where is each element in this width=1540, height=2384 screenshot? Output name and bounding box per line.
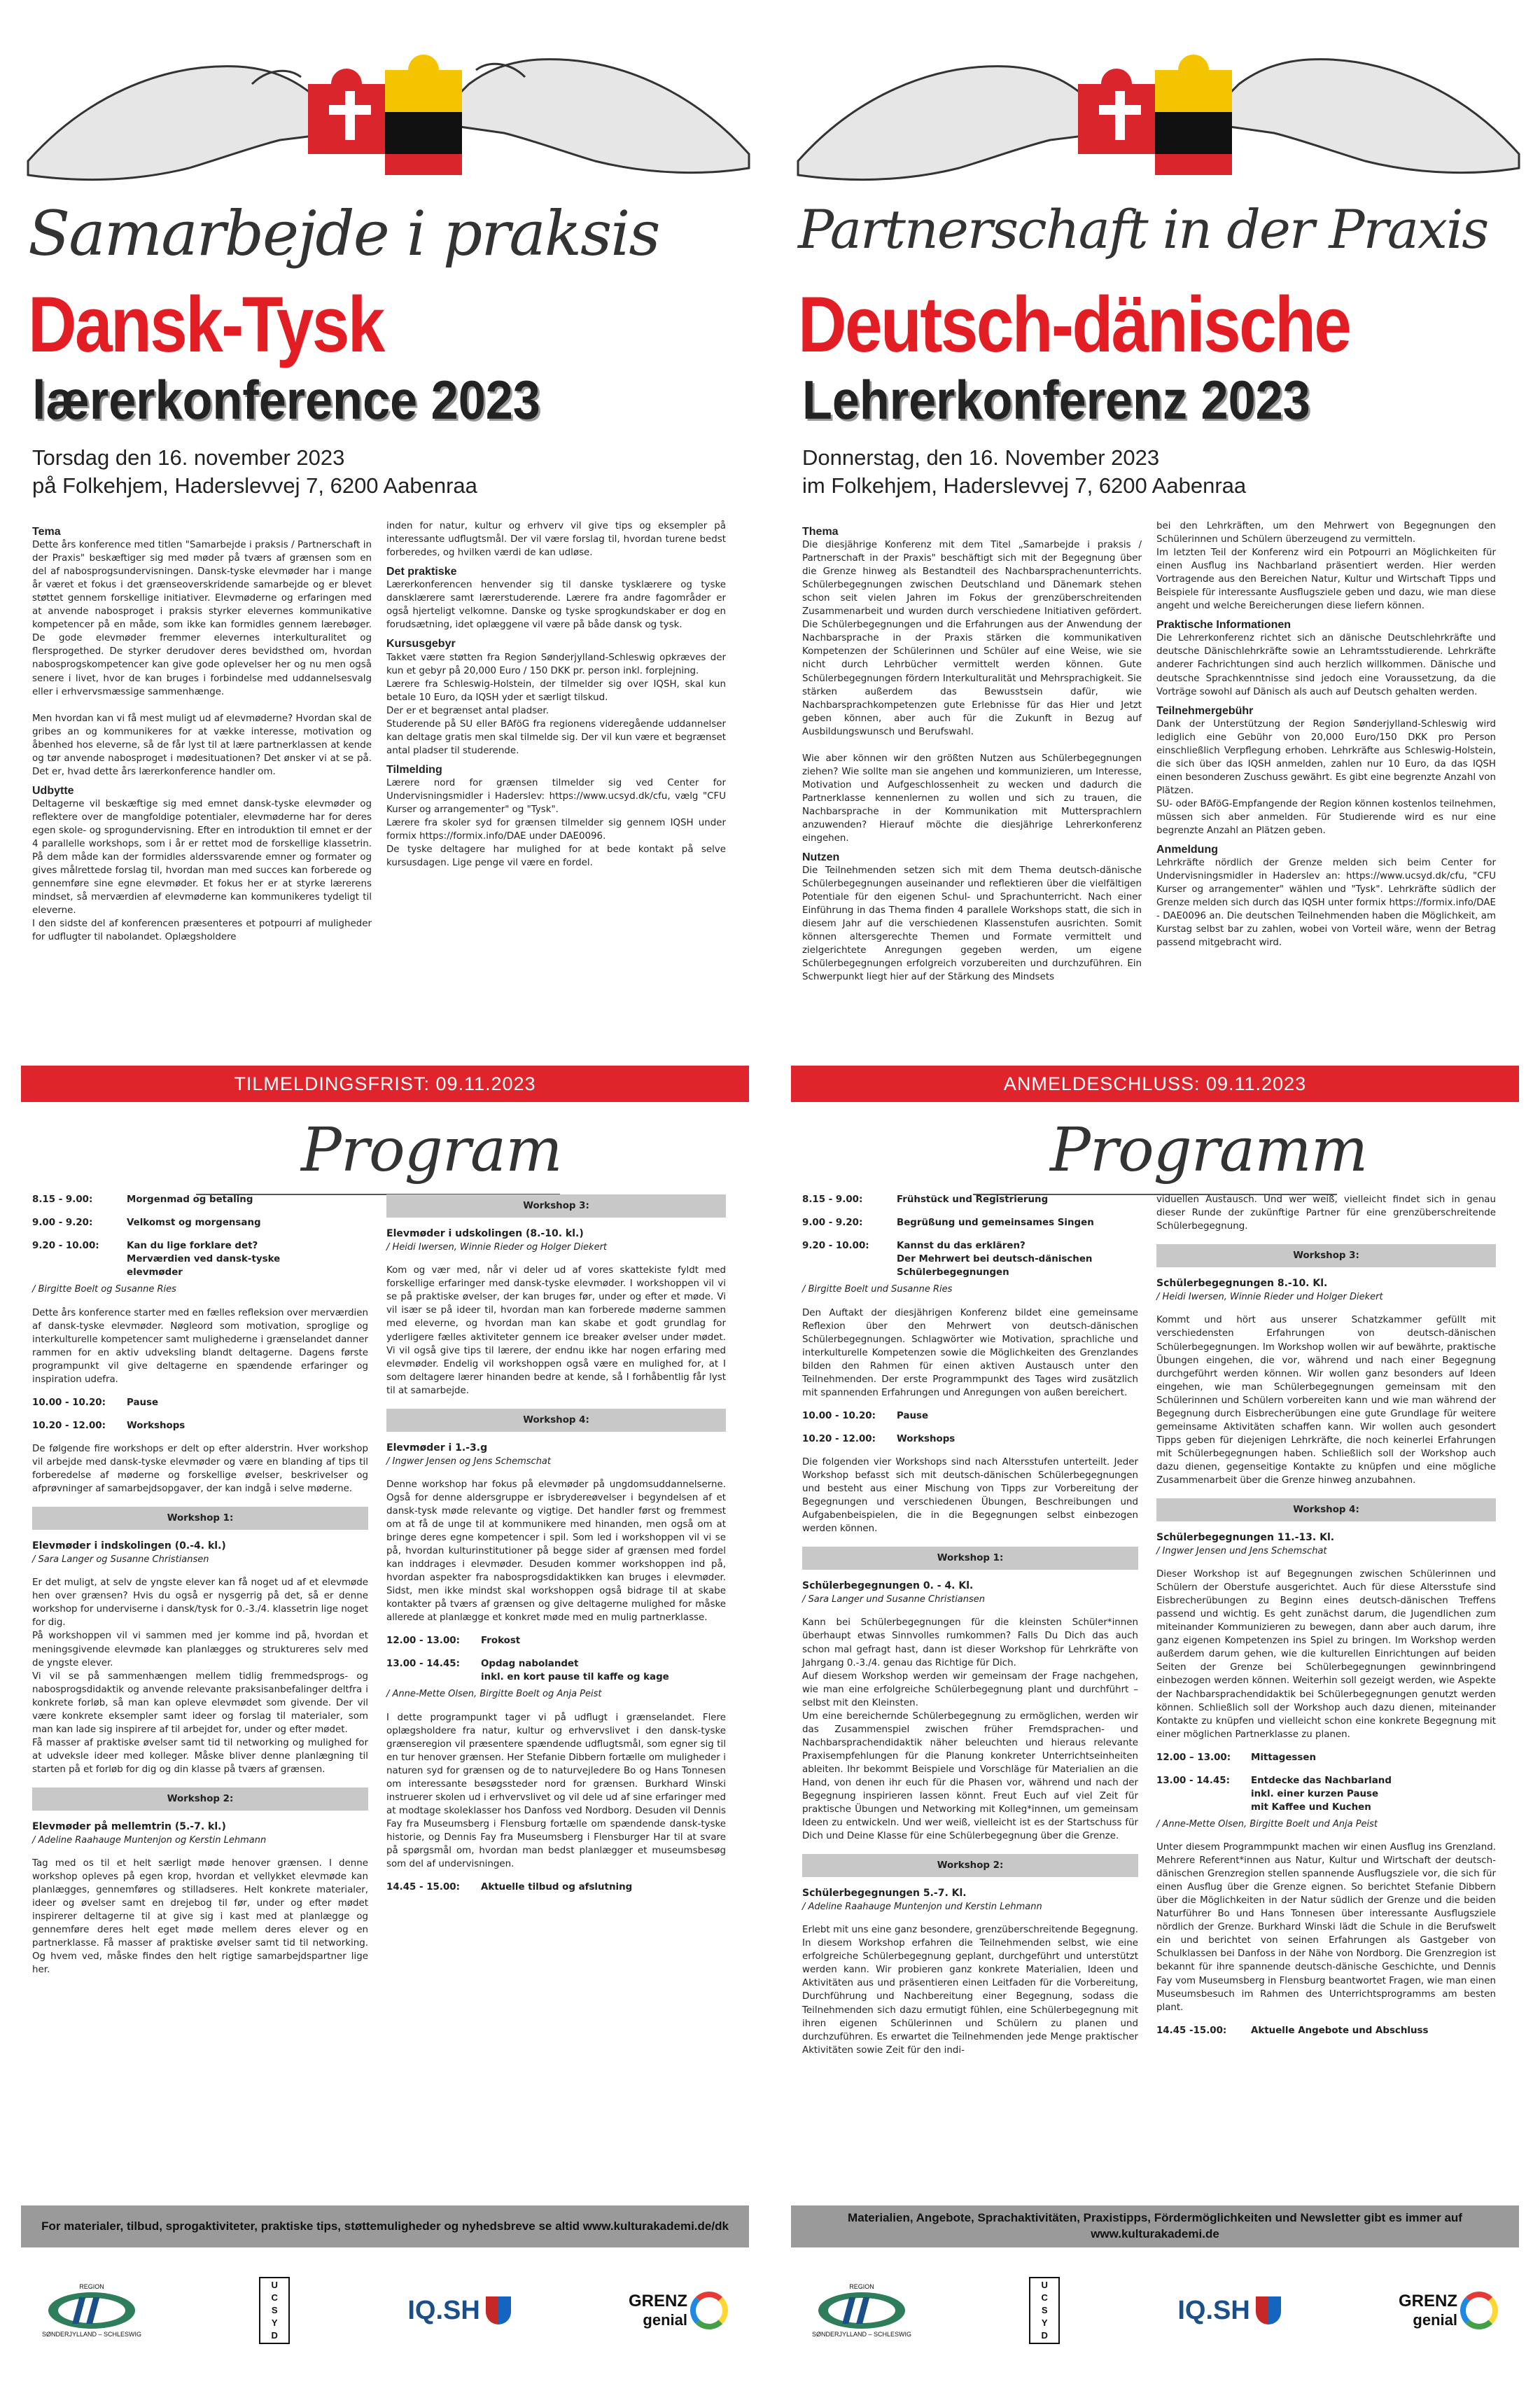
iqsh-logo (407, 2296, 510, 2326)
program-description: Den Auftakt der diesjährigen Konferenz bildet eine gemeinsame Reflexion über den Mehrwert von deutsch-dänischen Schülerbegegnungen. Schlagwörter wie Motivation, sprachliche und interkulturelle Kompetenzen sowie die Möglichkeiten des Grenzlandes bilden den Rahmen für einen aktiven Austausch unter den Teilnehmenden. Der erste Programmpunkt des Tages wird zusätzlich mit spannenden Erfahrungen und Anregungen von außen bereichert. (802, 1307, 1138, 1398)
da-program-left (32, 1183, 368, 1986)
program-description: De følgende fire workshops er delt op efter alderstrin. Hver workshop vil arbejde med dansk-tyske elevmøder og være en blanding af tips til forberedelse af møderne og forskellige øvelser, beskrivelser og afprøvninger af samarbejdsopgaver, der kan indgå i selve møderne. (32, 1443, 368, 1494)
program-time-row (386, 1634, 726, 1647)
section-heading: Teilnehmergebühr (1156, 704, 1254, 717)
program-time: 13.00 - 14.45: (1156, 1775, 1230, 1786)
section-heading: Tema (32, 526, 61, 538)
section-text: Die diesjährige Konferenz mit dem Titel „Samarbejde i praksis / Partnerschaft in der Praxis" beschäftigt sich mit der Begegnung über die Grenze hinweg als Bestandteil des Nachbarsprachenunterrichts. Schülerbegegnungen zwischen Deutschland und Dänemark stehen schon seit vielen Jahren im Fokus der grenzüberschreitenden Zusammenarbeit und wurden durch verschiedene Initiativen gefördert. Die Schülerbegegnungen und die Erfahrungen aus der Anwendung der Nachbarsprache in der Praxis stärken die kommunikativen Kompetenzen der Schülerinnen und Schüler auf eine Weise, wie sie nicht durch Lehrbücher vermittelt werden können. Gute Schülerbegegnungen fördern Interkulturalität und Mehrsprachigkeit. Sie stärken außerdem das Bewusstsein dafür, wie Nachbarsprachkompetenzen gute Erlebnisse für das Hier und Jetzt geben können, aber auch für die Zukunft in Bezug auf Ausbildungswunsch und Berufswahl. Wie aber können wir den größten Nutzen aus Schülerbegegnungen ziehen? Wie sollte man sie angehen und kommunizieren, um Interesse, Motivation und Aufgeschlossenheit zu wecken und dadurch die Partnerklasse kennenlernen zu wollen und sich zu trauen, die Nachbarsprache in der Kommunikation mit Muttersprachlern anzuwenden? Hierauf möchte die diesjährige Lehrerkonferenz eingehen. (802, 540, 1142, 844)
workshop-title: Elevmøder i indskolingen (0.-4. kl.) (32, 1540, 226, 1552)
program-description: Kommt und hört aus unserer Schatzkammer gefüllt mit verschiedensten Erfahrungen von deutsch-dänischen Schülerbegegnungen. Im Workshop wollen wir auf bewährte, praktische Übungen eingehen, die vor, während und nach einer Begegnung durchgeführt werden können. Wir wollen ganz besonders auf Ideen eingehen, wie man Schülerbegegnungen gemeinsam mit den Schülerinnen und Schülern vorbereiten kann und wie man während der Begegnung durch Eisbrecherübungen eine gute Grundlage für weitere gemeinsame Aktivitäten schaffen kann. Wir wollen auch gesondert Tipps geben für diejenigen Lehrkräfte, die noch keinerlei Erfahrungen mit Schülerbegegnungen haben. Schließlich soll der Workshop auch dazu dienen, gegenseitige Kontakte zu knüpfen und eine mögliche Zusammenarbeit über die Grenze hinweg anzubahnen. (1156, 1315, 1496, 1486)
program-description: I dette programpunkt tager vi på udflugt i grænselandet. Flere oplægsholdere fra natur, kultur og erhvervslivet i den dansk-tyske grænseregion vil præsentere spændende udflugtsmål, som egner sig til en tur henover grænsen. Her Stefanie Dibbern fortælle om muligheder i naturen syd for grænsen og de to naturvejledere Bo og Hans Tonnesen om interessante besøgssteder nord for grænsen. Burkhard Winski instruerer skolen ud i erhvervslivet og vil dele ud af sine erfaringer med at modtage skoleklasser hos Danfoss ved Nordborg. Desuden vil Dennis Fay fra Museumsberg i Flensburg fortælle om spændende dansk-tyske historie, og Dennis Fay fra Museumsberg i Flensburger Har til at svare på spørgsmål om, hvordan man bedst planlægger et museumsbesøg som del af undervisningen. (386, 1712, 726, 1870)
program-item: Frokost (481, 1636, 521, 1647)
workshop-title: Schülerbegegnungen 11.-13. Kl. (1156, 1531, 1335, 1543)
workshop-header: Workshop 4: (1156, 1498, 1496, 1521)
program-item: Aktuelle tilbud og afslutning (481, 1882, 633, 1893)
hands-puzzle-illustration (0, 0, 770, 224)
program-time: 10.20 - 12.00: (802, 1433, 876, 1444)
workshop-header: Workshop 2: (802, 1854, 1138, 1877)
program-time-row (802, 1239, 1138, 1279)
workshop-title: Schülerbegegnungen 0. - 4. Kl. (802, 1580, 974, 1592)
da-program-title: Program (301, 1115, 562, 1185)
program-item: Pause (897, 1410, 929, 1421)
program-time-row (32, 1396, 368, 1409)
de-program-right (1156, 1183, 1496, 2042)
region-logo-bottom: SØNDERJYLLAND – SCHLESWIG (42, 2331, 142, 2338)
region-logo (42, 2283, 141, 2338)
program-description: Die folgenden vier Workshops sind nach Altersstufen unterteilt. Jeder Workshop befasst sich mit deutsch-dänischen Schülerbegegnungen und besteht aus einer Mischung von Tipps zur Vorbereitung der Begegnungen und verschiedenen Übungen, Beschreibungen und Aufgabenbeispielen, die in die Begegnungen selbst einbezogen werden können. (802, 1456, 1138, 1535)
de-deadline-banner: ANMELDESCHLUSS: 09.11.2023 (791, 1066, 1519, 1102)
workshop-header: Workshop 1: (32, 1507, 368, 1530)
program-item: Frühstück und Registrierung (897, 1194, 1049, 1205)
speakers: / Ingwer Jensen und Jens Schemschat (1156, 1545, 1327, 1556)
ucsyd-letter: U (271, 2279, 278, 2290)
section-text: Lærerkonferencen henvender sig til danske tysklærere og tyske dansklærere samt lærerstuderende. Lærere fra andre fagområder er også hjerteligt velkomne. Danske og tyske sprogkundskaber er dog en forudsætning, idet oplæggene vil være på både dansk og tysk. (386, 580, 726, 631)
program-time: 8.15 - 9.00: (802, 1194, 863, 1205)
da-date-location: Torsdag den 16. november 2023 på Folkehjem, Haderslevvej 7, 6200 Aabenraa (32, 445, 477, 498)
workshop-title: Schülerbegegnungen 5.-7. Kl. (802, 1888, 967, 1899)
program-time: 10.00 - 10.20: (32, 1397, 106, 1408)
workshop-title: Elevmøder i 1.-3.g (386, 1442, 488, 1454)
de-date-location: Donnerstag, den 16. November 2023 im Folkehjem, Haderslevvej 7, 6200 Aabenraa (802, 445, 1247, 498)
program-time: 14.45 -15.00: (1156, 2025, 1227, 2036)
da-script-title: Samarbejde i praksis (28, 197, 659, 270)
program-item: Workshops (897, 1433, 955, 1444)
program-time-row (802, 1433, 1138, 1446)
ucsyd-letter: S (1041, 2304, 1048, 2315)
de-footer-text: Materialien, Angebote, Sprachaktivitäten, Praxistipps, Fördermöglichkeiten und Newsletter gibt es immer auf www.kulturakademi.de (848, 2211, 1462, 2240)
program-time: 9.20 - 10.00: (32, 1241, 99, 1252)
da-logos-row (21, 2272, 749, 2349)
program-item: Mittagessen (1251, 1752, 1316, 1763)
workshop-header: Workshop 4: (386, 1409, 726, 1432)
ucsyd-letter: U (1041, 2279, 1048, 2290)
section-text: bei den Lehrkräften, um den Mehrwert von Begegnungen den Schülerinnen und Schülern überzeugend zu vermitteln. Im letzten Teil der Konferenz wird ein Potpourri an Möglichkeiten für einen Ausflug ins Nachbarland präsentiert werden. Hier werden Vortragende aus den Bereichen Natur, Kultur und Wirtschaft Tipps und Beispiele für interessante Ausflugsziele geben und dazu, wie man diese angeht und welche Bereicherungen diese liefern können. (1156, 521, 1496, 612)
program-time-row (386, 1881, 726, 1894)
speakers: / Heidi Iwersen, Winnie Rieder og Holger Diekert (386, 1241, 608, 1253)
program-description: Tag med os til et helt særligt møde henover grænsen. I denne workshop opleves på egen krop, hvordan et vellykket elevmøde kan planlægges, gennemføres og stilladseres. Helt konkrete materialer, ideer og øvelser samt en drejebog til før, under og efter mødet inspirerer deltagerne til at give sig i kast med at planlægge og gennemføre deres helt eget møde mellem deres elever og en partnerklasse. Få masser af praktiske øvelser samt tid til networking. Og hvem ved, måske findes den helt rigtige samarbejdspartner lige her. (32, 1858, 368, 1976)
speakers: / Heidi Iwersen, Winnie Rieder und Holger Diekert (1156, 1292, 1383, 1302)
grenzgenial-bottom: genial (643, 2311, 687, 2329)
da-footer-bar (21, 2205, 749, 2247)
program-time-row (802, 1409, 1138, 1423)
hands-puzzle-illustration (770, 0, 1540, 224)
program-description: Dette års konference starter med en fælles refleksion over merværdien af dansk-tyske elevmøder. Nøgleord som motivation, sproglige og interkulturelle kompetencer samt mulighederne i grænselandet danner rammen for en aktiv udveksling blandt deltagerne. Dagens første programpunkt vil give deltagerne en spændende erfaringer og inspiration udefra. (32, 1307, 368, 1385)
program-time-row (1156, 1774, 1496, 1814)
speakers: / Adeline Raahauge Muntenjon und Kerstin Lehmann (802, 1901, 1042, 1912)
program-time-row (1156, 1751, 1496, 1764)
region-logo (812, 2283, 911, 2338)
region-logo-top: REGION (79, 2283, 104, 2290)
region-logo-top: REGION (849, 2283, 874, 2290)
program-description: viduellen Austausch. Und wer weiß, vielleicht findet sich in genau dieser Runde der zukünftige Partner für eine grenzüberschreitende Schülerbegegnung. (1156, 1194, 1496, 1232)
program-item: Aktuelle Angebote und Abschluss (1251, 2025, 1429, 2036)
program-description: Dieser Workshop ist auf Begegnungen zwischen Schülerinnen und Schülern der Oberstufe ausgerichtet. Auch für diese Altersstufe sind Eisbrecherübungen zu Beginn eines deutsch-dänischen Treffens passend und wichtig. Es geht zunächst darum, die Jugendlichen zum miteinander Kommunizieren zu bewegen, dann aber auch darum, ihre ganz eigenen Kompetenzen ins Spiel zu bringen. Im Workshop werden außerdem darum gehen, wie die kulturellen Einrichtungen auf beiden Seiten der Grenze bei Schülerbegegnungen gewinnbringend einbezogen werden können. Weiterhin soll gezeigt werden, wie Aspekte der Nachbarsprachendidaktik bei Schülerbegegnungen genutzt werden können. Schließlich soll der Workshop auch dazu dienen, miteinander Kontakte zu knüpfen und vielleicht schon eine konkrete Begegnung mit einer möglichen Partnerklasse zu planen. (1156, 1569, 1496, 1740)
program-description: Er det muligt, at selv de yngste elever kan få noget ud af et elevmøde hen over grænsen? Hvis du også er nysgerrig på det, så er denne workshop for underviserne i dansk/tysk for 0.-3./4. klassetrin lige noget for dig. På workshoppen vil vi sammen med jer komme ind på, hvordan et meningsgivende elevmøde kan planlægges og struktureres selv med de yngste elever. Vi vil se på sammenhængen mellem tidlig fremmedsprogs- og nabosprogsdidaktik og anvende relevante praksisanbefalinger deltfra i konkrete forløb, så man kan opleve elevmødet som givende. Der vil være konkrete eksempler samt ideer og forslag til materialer, som man kan lade sig inspirere af til arbejdet for, under og efter mødet. Få masser af praktiske øvelser samt tid til networking og mulighed for at udveksle ideer med kolleger. Måske bliver denne planlægning til starten på et forløb for dig og din klasse på tværs af grænsen. (32, 1577, 368, 1775)
workshop-title: Elevmøder i udskolingen (8.-10. kl.) (386, 1228, 584, 1240)
program-time: 9.20 - 10.00: (802, 1241, 869, 1252)
grenzgenial-icon (1460, 2292, 1498, 2329)
workshop-title: Elevmøder på mellemtrin (5.-7. kl.) (32, 1820, 226, 1832)
de-intro-column-1 (802, 520, 1142, 984)
program-time-row (386, 1657, 726, 1684)
speakers: / Ingwer Jensen og Jens Schemschat (386, 1456, 551, 1467)
program-item: Kan du lige forklare det? Merværdien ved dansk-tyske elevmøder (127, 1241, 281, 1278)
workshop-header: Workshop 2: (32, 1787, 368, 1811)
section-text: Dette års konference med titlen "Samarbejde i praksis / Partnerschaft in der Praxis" beskæftiger sig med møder på tværs af grænsen som en del af nabosprogsundervisningen. Dansk-tyske elevmøder har i mange år været et fokus i det grænseoverskridende samarbejde og er blevet støttet gennem forskellige initiativer. Elevmøderne og erfaringen med at anvende nabosproget i praksis styrker elevernes kommunikative kompetencer på en måde, som ikke kan formidles gennem lærebøger. De gode elevmøder fremmer elevernes interkulturalitet og flersprogethed. De styrker derudover deres bevidsthed om, hvordan nabosprogskompetencer kan give gode oplevelser her og nu men også senere i livet, hvor de kan bruges i forbindelse med uddannelsesvalg eller i erhvervsmæssige sammenhænge. Men hvordan kan vi få mest muligt ud af elevmøderne? Hvordan skal de gribes an og kommunikeres for at vække interesse, motivation og åbenhed hos eleverne, så de får lyst til at lære partnerklassen at kende og tør anvende nabosproget i mødesituationen? Det ønsker vi at se på. Det er, hvad dette års lærerkonference handler om. (32, 540, 372, 777)
program-time: 9.00 - 9.20: (32, 1218, 93, 1229)
ucsyd-letter: C (271, 2292, 278, 2303)
da-footer-text: For materialer, tilbud, sprogaktiviteter, praktiske tips, støttemuligheder og nyhedsbreve se altid www.kulturakademi.de/dk (41, 2219, 729, 2233)
program-item: Opdag nabolandet inkl. en kort pause til kaffe og kage (481, 1659, 669, 1683)
section-text: Takket være støtten fra Region Sønderjylland-Schleswig opkræves der kun et gebyr på 20,000 Euro / 150 DKK pr. person inkl. forplejning. Lærere fra Schleswig-Holstein, der tilmelder sig over IQSH, skal kun betale 10 Euro, da IQSH yder et særligt tilskud. Der er et begrænset antal pladser. Studerende på SU eller BAföG fra regionens videregående uddannelser kan deltage gratis men skal tilmelde sig. Der vil kun være et begrænset antal pladser til studerende. (386, 652, 726, 756)
program-time-row (1156, 2024, 1496, 2037)
section-heading: Tilmelding (386, 763, 442, 776)
section-heading: Anmeldung (1156, 844, 1218, 856)
de-script-title: Partnerschaft in der Praxis (798, 198, 1488, 260)
section-text: Lehrkräfte nördlich der Grenze melden sich beim Center for Undervisningsmidler in Haderslev an: https://www.ucsyd.dk/cfu, "CFU Kurser og arrangementer" wählen und "Tysk". Lehrkräfte südlich der Grenze melden sich durch das IQSH unter formix https://formix.info/DAE - DAE0096 an. Die deutschen Teilnehmenden haben die Möglichkeit, am Kurstag selbst bar zu zahlen, wobei von Vorteil wäre, wenn der Betrag passend mitgebracht wird. (1156, 858, 1496, 949)
section-text: Die Teilnehmenden setzen sich mit dem Thema deutsch-dänische Schülerbegegnungen auseinander und reflektieren über die vielfältigen Potentiale für den eigenen Schul- und Sprachunterricht. Nach einer Einführung in das Thema finden 4 parallele Workshops statt, die sich in diesem Jahr auf die verschiedenen Klassenstufen ausrichten. Somit können altersgerechte Themen und Formate vermittelt und zielgerichtete Anregungen gegeben werden, um eigene Schülerbegegnungen erfolgreich vorzubereiten und durchzuführen. Ein Schwerpunkt liegt hier auf der Stärkung des Mindsets (802, 865, 1142, 983)
speakers: / Sara Langer og Susanne Christiansen (32, 1554, 209, 1565)
region-logo-mark (816, 2290, 907, 2331)
de-logos-row (791, 2272, 1519, 2349)
da-deadline-banner: TILMELDINGSFRIST: 09.11.2023 (21, 1066, 749, 1102)
ucsyd-letter: Y (1041, 2317, 1048, 2329)
speakers: / Adeline Raahauge Muntenjon og Kerstin Lehmann (32, 1834, 267, 1846)
workshop-header: Workshop 3: (386, 1194, 726, 1218)
program-item: Pause (127, 1397, 159, 1408)
section-text: Dank der Unterstützung der Region Sønderjylland-Schleswig wird lediglich eine Gebühr von 20,000 Euro/150 DKK pro Person einschließlich Verpflegung erhoben. Lehrkräfte aus Schleswig-Holstein, die sich über das IQSH anmelden, zahlen nur 10 Euro, da das IQSH einen besonderen Zuschuss gewährt. Es gibt eine begrenzte Anzahl von Plätzen. SU- oder BAföG-Empfangende der Region können kostenlos teilnehmen, müssen sich aber anmelden. Für Studierende wird es nur eine begrenzte Anzahl an Plätzen geben. (1156, 718, 1496, 836)
program-time: 10.00 - 10.20: (802, 1410, 876, 1421)
grenzgenial-logo (629, 2292, 728, 2329)
speakers: / Anne-Mette Olsen, Birgitte Boelt und Anja Peist (1156, 1818, 1378, 1829)
region-logo-bottom: SØNDERJYLLAND – SCHLESWIG (812, 2331, 912, 2338)
program-item: Entdecke das Nachbarland inkl. einer kurzen Pause mit Kaffee und Kuchen (1251, 1775, 1392, 1813)
section-heading: Udbytte (32, 784, 74, 797)
grenzgenial-top: GRENZ (1398, 2292, 1457, 2310)
ucsyd-letter: D (1041, 2330, 1048, 2341)
section-text: Die Lehrerkonferenz richtet sich an dänische Deutschlehrkräfte und deutsche Dänischlehrkräfte sowie an Lehramtsstudierende. Lehrkräfte anderer Fachrichtungen sind auch herzlich willkommen. Dänische und deutsche Sprachkenntnisse sind jedoch eine Voraussetzung, da die Vorträge sowohl auf Dänisch als auch auf Deutsch gehalten werden. (1156, 633, 1496, 697)
program-item: Velkomst og morgensang (127, 1218, 261, 1229)
iqsh-logo (1177, 2296, 1280, 2326)
program-item: Morgenmad og betaling (127, 1194, 253, 1205)
de-program-title: Programm (1050, 1115, 1368, 1185)
de-main-title: Deutsch-dänische (798, 281, 1350, 368)
program-time-row (32, 1419, 368, 1433)
program-time-row (32, 1239, 368, 1279)
program-time-row (802, 1193, 1138, 1206)
workshop-title: Schülerbegegnungen 8.-10. Kl. (1156, 1278, 1328, 1290)
program-time-row (32, 1216, 368, 1229)
speakers: / Birgitte Boelt und Susanne Ries (802, 1284, 953, 1295)
da-hero (0, 0, 770, 224)
region-logo-mark (46, 2290, 137, 2331)
ucsyd-letter: C (1041, 2292, 1048, 2303)
grenzgenial-top: GRENZ (628, 2292, 687, 2310)
de-footer-bar (791, 2205, 1519, 2247)
section-text: Deltagerne vil beskæftige sig med emnet dansk-tyske elevmøder og reflektere over de mangfoldige potentialer, elevmøderne har for deres egen skole- og sprogundervisning. Efter en introduktion til emnet er der 4 parallelle workshops, som i år er rettet mod de forskellige klassetrin. På dem måde kan der formidles alderssvarende emner og formater og gives målrettede forslag til, hvordan man med succes kan forberede og gennemføre sine egne elevmøder. Et fokus her er at styrke lærerens mindset, så merværdien af elevmøderne kan kommunikeres tydeligt til eleverne. I den sidste del af konferencen præsenteres et potpourri af muligheder for udflugter til nabolandet. Oplægsholdere (32, 798, 372, 943)
da-program-right (386, 1183, 726, 1898)
program-item: Workshops (127, 1420, 186, 1431)
program-description: Denne workshop har fokus på elevmøder på ungdomsuddannelserne. Også for denne aldersgruppe er isbrydereøvelser i begyndelsen af et dansk-tysk møde relevante og vigtige. Det handler først og fremmest om at få de unge til at kommunikere med hinanden, men også om at bringe deres egne kompetencer i spil. Som led i workshoppen vil vi se på, hvordan kulturinstitutioner på begge sider af grænsen med fordel kan inddrages i elevmøder. Desuden kommer workshoppen ind på, hvordan aspekter fra nabosprogsdidaktikken kan bruges i elevmøder. Sidst, men ikke mindst skal workshoppen også bidrage til at skabe kontakter på tværs af grænsen og give deltagerne mulighed for måske allerede at planlægge et konkret møde med en mulig partnerklasse. (386, 1479, 726, 1624)
program-item: Kannst du das erklären? Der Mehrwert bei deutsch-dänischen Schülerbegegnungen (897, 1241, 1093, 1278)
grenzgenial-logo (1399, 2292, 1498, 2329)
da-main-title: Dansk-Tysk (28, 281, 384, 368)
section-heading: Nutzen (802, 851, 840, 863)
grenzgenial-icon (690, 2292, 728, 2329)
section-heading: Kursusgebyr (386, 638, 456, 650)
ucsyd-logo (1029, 2277, 1060, 2344)
program-description: Erlebt mit uns eine ganz besondere, grenzüberschreitende Begegnung. In diesem Workshop erfahren die Teilnehmenden selbst, wie eine erfolgreiche Schülerbegegnung geplant, durchgeführt und unterstützt werden kann. Wir probieren ganz konkrete Materialien, Ideen und Aktivitäten aus und präsentieren einen Leitfaden für die Vorbereitung, Durchführung und Nachbereitung einer Begegnung, sodass die Teilnehmenden sich dazu ermutigt fühlen, eine Schülerbegegnung mit ihren eigenen Schülerinnen und Schülern zu planen und durchzuführen. Es erwartet die Teilnehmenden jede Menge praktischer Aktivitäten sowie Zeit für den indi- (802, 1925, 1138, 2056)
program-description: Kann bei Schülerbegegnungen für die kleinsten Schüler*innen überhaupt etwas Sinnvolles rumkommen? Falls Du Dich das auch schon mal gefragt hast, dann ist dieser Workshop für Lehrkräfte von Jahrgang 0.-3./4. genau das Richtige für Dich. Auf diesem Workshop werden wir gemeinsam der Frage nachgehen, wie man eine erfolgreiche Schülerbegegnung plant und durchführt – selbst mit den Kleinsten. Um eine bereichernde Schülerbegegnung zu ermöglichen, werden wir das Zusammenspiel zwischen früher Fremdsprachen- und Nachbarsprachendidaktik näher beleuchten und hieraus relevante Praxisempfehlungen für die Planung konkreter Unterrichtseinheiten ableiten. Ihr bekommt Beispiele und Vorschläge für Materialien an die Hand, von denen ihr euch für die Phasen vor, während und nach der Begegnung inspirieren lassen könnt. Freut Euch auf viel Zeit für praktische Übungen und Networking mit Kolleg*innen, um gemeinsam Ideen zu entwickeln. Und wer weiß, vielleicht ist es der Startschuss für Dich und Deine Klasse für eine Schülerbegegnung über die Grenze. (802, 1617, 1138, 1841)
section-text: inden for natur, kultur og erhverv vil give tips og eksempler på interessante udflugtsmål. Der vil være forslag til, hvordan turene bedst forberedes, og hvilken værdi de kan udløse. (386, 521, 726, 559)
program-time: 12.00 – 13.00: (1156, 1752, 1231, 1763)
program-time: 12.00 - 13.00: (386, 1636, 460, 1647)
program-item: Begrüßung und gemeinsames Singen (897, 1218, 1094, 1229)
de-hero (770, 0, 1540, 224)
grenzgenial-bottom: genial (1413, 2311, 1457, 2329)
ucsyd-logo (259, 2277, 290, 2344)
program-time: 8.15 - 9.00: (32, 1194, 93, 1205)
speakers: / Sara Langer und Susanne Christiansen (802, 1594, 986, 1605)
iqsh-logo-text: IQ.SH (1177, 2295, 1250, 2325)
coat-of-arms-icon (486, 2296, 511, 2324)
ucsyd-letter: D (271, 2330, 278, 2341)
section-heading: Thema (802, 526, 839, 538)
da-subtitle: lærerkonference 2023 (32, 369, 540, 431)
workshop-header: Workshop 3: (1156, 1244, 1496, 1267)
iqsh-logo-text: IQ.SH (407, 2295, 480, 2325)
section-heading: Det praktiske (386, 566, 457, 578)
de-subtitle: Lehrerkonferenz 2023 (802, 369, 1310, 431)
ucsyd-letter: S (271, 2304, 278, 2315)
da-intro-column-1 (32, 520, 372, 944)
program-time: 10.20 - 12.00: (32, 1420, 106, 1431)
program-time: 13.00 - 14.45: (386, 1659, 460, 1670)
program-time-row (802, 1216, 1138, 1229)
section-text: Lærere nord for grænsen tilmelder sig ved Center for Undervisningsmidler i Haderslev: https://www.ucsyd.dk/cfu, vælg "CFU Kurser og arrangementer" og "Tysk". Lærere fra skoler syd for grænsen tilmelder sig gennem IQSH under formix https://formix.info/DAE under DAE0096. De tyske deltagere har mulighed for at bede kontakt på selve kursusdagen. Lige penge vil være en fordel. (386, 778, 726, 869)
de-intro-column-2 (1156, 520, 1496, 949)
section-heading: Praktische Informationen (1156, 619, 1292, 632)
coat-of-arms-icon (1256, 2296, 1281, 2324)
speakers: / Anne-Mette Olsen, Birgitte Boelt og Anja Peist (386, 1689, 602, 1700)
program-description: Unter diesem Programmpunkt machen wir einen Ausflug ins Grenzland. Mehrere Referent*innen aus Natur, Kultur und Wirtschaft der deutsch-dänischen Grenzregion stellen spannende Ausflugsziele vor, die sich für einen Ausflug über die Grenze eignen. So berichtet Stefanie Dibbern über die Möglichkeiten in der Natur südlich der Grenze und die beiden Naturführer Bo und Hans Tonnesen über interessante Ausflugsziele nördlich der Grenze. Burkhard Winski lädt die Schule in die Berufswelt ein und berichtet von seinen Erfahrungen als Gastgeber von Schulklassen bei Danfoss in der Nähe von Nordborg. Die Grenzregion ist bekannt für ihre spannende deutsch-dänische Geschichte, und Dennis Fay vom Museumsberg in Flensburg beantwortet Fragen, wie man einen Museumsbesuch im Rahmen des Unterrichtsprogramms am besten plant. (1156, 1842, 1496, 2013)
de-program-left (802, 1183, 1138, 2067)
da-intro-column-2 (386, 520, 726, 870)
program-time: 14.45 - 15.00: (386, 1882, 460, 1893)
program-description: Kom og vær med, når vi deler ud af vores skattekiste fyldt med forskellige erfaringer med dansk-tyske elevmøder. I workshoppen vil vi se på praktiske øvelser, der kan bruges før, under og efter et møde. Vi vil især se på ideer til, hvordan man kan forberede møderne sammen med eleverne, og hvordan man kan skabe et godt grundlag for yderligere fælles aktiviteter gennem ice breaker øvelser under mødet. Vi vil også give tips til lærere, der endnu ikke har nogen erfaring med elevmøder. Endelig vil workshoppen også være en mulighed for, at I som deltagere lærer hinanden bedre at kende, så I forhåbentlig får lyst til at samarbejde. (386, 1265, 726, 1396)
speakers: / Birgitte Boelt og Susanne Ries (32, 1284, 176, 1295)
program-time: 9.00 - 9.20: (802, 1218, 863, 1229)
program-time-row (32, 1193, 368, 1206)
ucsyd-letter: Y (271, 2317, 278, 2329)
workshop-header: Workshop 1: (802, 1547, 1138, 1570)
